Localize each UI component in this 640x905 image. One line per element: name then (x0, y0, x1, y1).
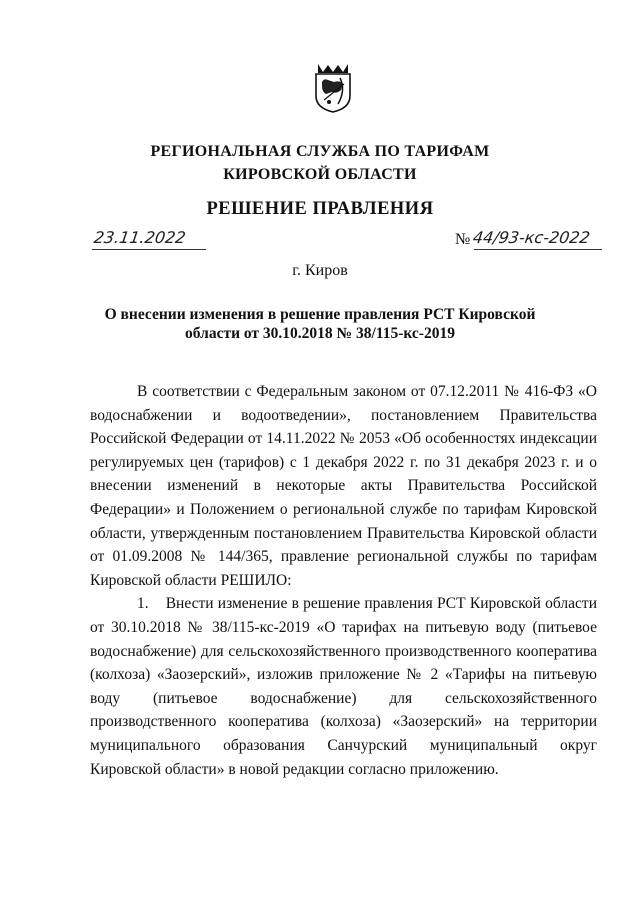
city: г. Киров (292, 262, 348, 279)
coat-of-arms-icon (310, 56, 356, 114)
preamble-paragraph: В соответствии с Федеральным законом от 07.12.2011 № 416-ФЗ «О водоснабжении и водоотведении», постановлением Правительства Российской Федерации от 14.11.2022 № 2053 «Об особенностях индексации регулируемых цен (тарифов) с 1 декабря 2022 г. по 31 декабря 2023 г. и о внесении изменений в некоторые акты Правительства Российской Федерации» и Положением о региональной службе по тарифам Кировской области, утвержденным постановлением Правительства Кировской области от 01.09.2008 № 144/365, правление региональной службы по тарифам Кировской области РЕШИЛО: (90, 383, 597, 589)
document-type-title: РЕШЕНИЕ ПРАВЛЕНИЯ (206, 199, 434, 219)
number-underline (474, 249, 602, 250)
document-date (92, 228, 204, 247)
organization-name-line1: РЕГИОНАЛЬНАЯ СЛУЖБА ПО ТАРИФАМ (150, 143, 490, 160)
document-number-value: 44/93-кс-2022 (471, 228, 592, 247)
organization-name (0, 140, 640, 186)
decision-item-1: 1. Внести изменение в решение правления РСТ Кировской области от 30.10.2018 № 38/115-кс-2019 «О тарифах на питьевую воду (питьевое водоснабжение) для сельскохозяйственного производственного кооператива (колхоза) «Заозерский», изложив приложение № 2 «Тарифы на питьевую воду (питьевое водоснабжение) для сельскохозяйственного производственного кооператива (колхоза) «Заозерский» на территории муниципального образования Санчурский муниципальный округ Кировской области» в новой редакции согласно приложению. (90, 595, 597, 778)
organization-name-line2: КИРОВСКОЙ ОБЛАСТИ (223, 166, 417, 183)
subject-line2: области от 30.10.2018 № 38/115-кс-2019 (185, 325, 455, 342)
number-sign: № (455, 231, 471, 248)
document-subject (100, 305, 540, 343)
document-body (90, 380, 597, 781)
document-date-value: 23.11.2022 (92, 228, 187, 247)
subject-line1: О внесении изменения в решение правления РСТ Кировской (104, 306, 536, 323)
date-underline (92, 249, 206, 250)
